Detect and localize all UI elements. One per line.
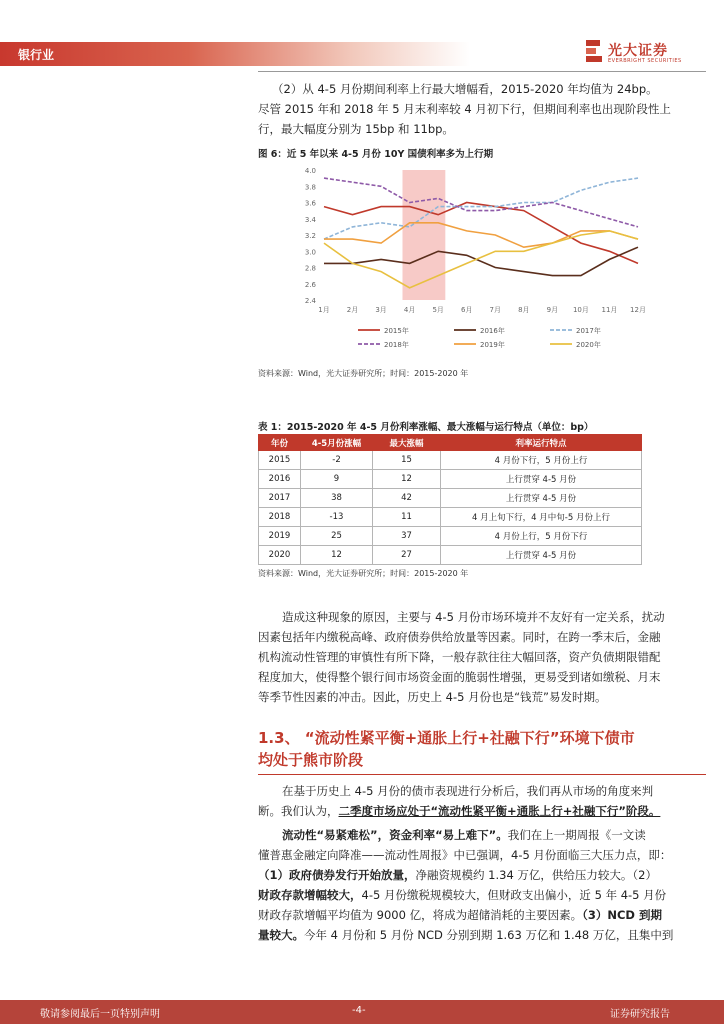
cell-max: 15 [373, 451, 441, 470]
cell-feature: 上行贯穿 4-5 月份 [441, 546, 642, 565]
body3-text-1: 我们在上一期周报《一文读 [507, 828, 646, 842]
everbright-logo-icon [584, 38, 604, 66]
x-tick-label: 9月 [546, 306, 559, 314]
body1-line-2: 因素包括年内缴税高峰、政府债券供给放量等因素。同时，在跨一季末后，金融 [258, 630, 661, 644]
cell-feature: 4 月上旬下行，4 月中旬-5 月份上行 [441, 508, 642, 527]
table-row [259, 546, 642, 565]
body2-plain: 断。我们认为， [258, 804, 339, 818]
x-tick-label: 10月 [572, 306, 589, 314]
cell-year: 2020 [259, 546, 301, 565]
table-row [259, 489, 642, 508]
footer-band [0, 1000, 724, 1024]
series-line [324, 178, 638, 227]
page-number: -4- [352, 1005, 366, 1016]
body1-line-4: 程度加大，使得整个银行间市场资金面的脆弱性增强，更易受到诸如缴税、月末 [258, 670, 661, 684]
cell-feature: 上行贯穿 4-5 月份 [441, 489, 642, 508]
y-tick-label: 2.8 [304, 264, 316, 273]
cell-year: 2018 [259, 508, 301, 527]
figure-title: 图 6：近 5 年以来 4-5 月份 10Y 国债利率多为上行期 [258, 149, 494, 160]
table-source: 资料来源：Wind，光大证券研究所；时间：2015-2020 年 [258, 569, 469, 578]
legend-label: 2016年 [480, 327, 505, 335]
body3-line-4 [258, 886, 666, 906]
cell-change: -2 [301, 451, 373, 470]
body3-bold-6: 量较大。 [258, 928, 304, 942]
highlight-band [403, 170, 446, 300]
legend-label: 2020年 [576, 341, 601, 349]
brand-name: 光大证券 [608, 43, 668, 59]
table-row [259, 451, 642, 470]
cell-feature: 4 月份下行，5 月份上行 [441, 451, 642, 470]
body3-bold-3: （1）政府债券发行开始放量， [258, 868, 416, 882]
table-row [259, 470, 642, 489]
cell-max: 11 [373, 508, 441, 527]
body3-line-2: 懂普惠金融定向降准——流动性周报》中已强调，4-5 月份面临三大压力点，即： [258, 848, 672, 862]
y-tick-label: 3.0 [304, 248, 316, 257]
header-band [0, 42, 470, 66]
body3-text-3: 净融资规模约 1.34 万亿，供给压力较大。（2） [415, 868, 657, 882]
table-title: 表 1：2015-2020 年 4-5 月份利率涨幅、最大涨幅与运行特点（单位：bp） [258, 422, 594, 433]
body3-bold-4: 财政存款增幅较大， [258, 888, 362, 902]
series-line [324, 231, 638, 288]
intro-line-3: 行，最大幅度分别为 15bp 和 11bp。 [258, 122, 454, 136]
cell-change: -13 [301, 508, 373, 527]
body3-line-5 [258, 906, 662, 926]
cell-change: 12 [301, 546, 373, 565]
x-tick-label: 7月 [489, 306, 502, 314]
y-tick-label: 2.4 [304, 297, 316, 305]
x-tick-label: 8月 [518, 306, 530, 314]
footer-disclaimer: 敬请参阅最后一页特别声明 [40, 1009, 160, 1020]
brand-subtitle: EVERBRIGHT SECURITIES [608, 58, 682, 64]
intro-line-2: 尽管 2015 年和 2018 年 5 月末利率较 4 月初下行，但期间利率也出现阶段性上 [258, 102, 671, 116]
intro-line-1: （2）从 4-5 月份期间利率上行最大增幅看，2015-2020 年均值为 24bp。 [272, 82, 658, 96]
body2-underline: 二季度市场应处于“流动性紧平衡+通胀上行+社融下行”阶段。 [338, 804, 661, 818]
legend-label: 2017年 [576, 327, 601, 335]
col-year: 年份 [259, 435, 301, 451]
body3-bold-5: （3）NCD 到期 [582, 908, 662, 922]
cell-max: 42 [373, 489, 441, 508]
body2-line-1: 在基于历史上 4-5 月份的债市表现进行分析后，我们再从市场的角度来判 [282, 784, 654, 798]
section-label: 银行业 [18, 48, 55, 62]
table-row [259, 508, 642, 527]
x-tick-label: 1月 [318, 306, 330, 314]
body3-line-1 [282, 826, 646, 846]
section-heading-line-1: 1.3、 “流动性紧平衡+通胀上行+社融下行”环境下债市 [258, 729, 635, 747]
rate-table [258, 434, 642, 565]
y-tick-label: 3.6 [304, 199, 316, 208]
body2-line-2 [258, 802, 660, 822]
legend-label: 2015年 [384, 327, 409, 335]
x-tick-label: 11月 [601, 306, 618, 314]
cell-max: 37 [373, 527, 441, 546]
col-feature: 利率运行特点 [441, 435, 642, 451]
x-tick-label: 5月 [432, 306, 444, 314]
brand [584, 38, 704, 68]
body3-line-6 [258, 926, 673, 946]
footer-report-type: 证券研究报告 [610, 1009, 670, 1020]
body3-text-6: 今年 4 月份和 5 月份 NCD 分别到期 1.63 万亿和 1.48 万亿，且集中到 [304, 928, 674, 942]
x-tick-label: 4月 [403, 306, 416, 314]
y-tick-label: 4.0 [304, 167, 316, 175]
x-tick-label: 2月 [346, 306, 359, 314]
section-rule [258, 774, 706, 775]
x-tick-label: 12月 [630, 306, 646, 314]
figure-source: 资料来源：Wind，光大证券研究所；时间：2015-2020 年 [258, 369, 469, 378]
body1-line-5: 等季节性因素的冲击。因此，历史上 4-5 月份也是“钱荒”易发时期。 [258, 690, 607, 704]
legend-label: 2019年 [480, 341, 505, 349]
y-tick-label: 3.4 [304, 215, 316, 224]
cell-change: 9 [301, 470, 373, 489]
cell-year: 2015 [259, 451, 301, 470]
section-heading-line-2: 均处于熊市阶段 [258, 751, 364, 769]
body3-bold-1: 流动性“易紧难松”，资金利率“易上难下”。 [282, 828, 508, 842]
body3-text-4: 4-5 月份缴税规模较大，但财政支出偏小，近 5 年 4-5 月份 [361, 888, 667, 902]
cell-year: 2019 [259, 527, 301, 546]
x-tick-label: 3月 [375, 306, 387, 314]
col-change: 4-5月份涨幅 [301, 435, 373, 451]
cell-year: 2017 [259, 489, 301, 508]
line-chart [258, 160, 706, 370]
series-line [324, 223, 638, 247]
cell-max: 27 [373, 546, 441, 565]
x-tick-label: 6月 [460, 306, 473, 314]
cell-feature: 4 月份上行，5 月份下行 [441, 527, 642, 546]
table-row [259, 527, 642, 546]
body1-line-1: 造成这种现象的原因，主要与 4-5 月份市场环境并不友好有一定关系，扰动 [282, 610, 665, 624]
cell-year: 2016 [259, 470, 301, 489]
section-heading [258, 727, 698, 771]
cell-change: 38 [301, 489, 373, 508]
y-tick-label: 3.8 [304, 183, 316, 192]
y-tick-label: 3.2 [304, 232, 316, 240]
body3-text-5: 财政存款增幅平均值为 9000 亿，将成为超储消耗的主要因素。 [258, 908, 583, 922]
series-line [324, 247, 638, 275]
cell-change: 25 [301, 527, 373, 546]
col-max: 最大涨幅 [373, 435, 441, 451]
cell-max: 12 [373, 470, 441, 489]
table-header-row [259, 435, 642, 451]
y-tick-label: 2.6 [304, 280, 316, 289]
cell-feature: 上行贯穿 4-5 月份 [441, 470, 642, 489]
legend-label: 2018年 [384, 341, 409, 349]
header-rule [258, 71, 706, 72]
body3-line-3 [258, 866, 657, 886]
series-line [324, 178, 638, 239]
body1-line-3: 机构流动性管理的审慎性有所下降，一般存款往往大幅回落，资产负债期限错配 [258, 650, 661, 664]
